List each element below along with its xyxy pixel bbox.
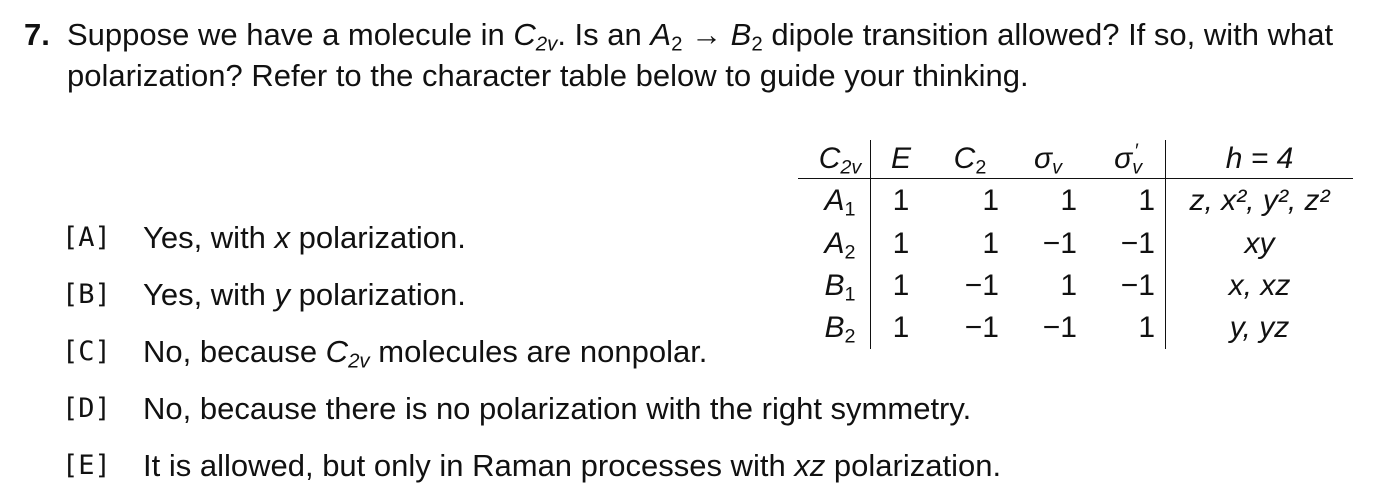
option-text: Yes, with x polarization. [143, 220, 466, 255]
option-text: Yes, with y polarization. [143, 277, 466, 312]
character-table-header [798, 140, 1353, 179]
option-text: It is allowed, but only in Raman processes with xz polarization. [143, 448, 1002, 483]
question-text [67, 14, 1362, 96]
op-identity: E [871, 140, 932, 179]
irrep-label: $B_2$ [798, 307, 871, 349]
character-value: −1 [1087, 223, 1166, 265]
character-value: −1 [964, 311, 999, 344]
character-value: 1 [1060, 184, 1077, 217]
initial-state-symbol: $A_2$ [650, 17, 683, 56]
group-order: h = 4 [1166, 140, 1354, 179]
final-state-symbol: $B_2$ [730, 17, 763, 56]
basis-functions: x, xz [1228, 269, 1291, 302]
character-value: −1 [1042, 311, 1077, 344]
table-row [798, 179, 1353, 224]
character-value: 1 [892, 184, 910, 217]
character-table [798, 140, 1353, 349]
op-sigma-v: $\sigma_v$ [1009, 140, 1087, 179]
basis-functions: z, x², y², z² [1189, 184, 1330, 217]
basis-functions: y, yz [1229, 311, 1290, 344]
question-text-part2: . Is an [557, 17, 651, 52]
character-value: 1 [982, 227, 999, 260]
op-c2: $C_2$ [931, 140, 1009, 179]
point-group-cell: $C_{2v}$ [798, 140, 871, 179]
character-value: 1 [892, 311, 910, 344]
point-group-symbol: $C_{2v}$ [513, 17, 558, 56]
question-text-part3: dipole transition allowed? If so, with what polarization? Refer to the character table below to guide your thinking. [67, 17, 1334, 93]
option-text: No, because there is no polarization with the right symmetry. [143, 391, 972, 426]
character-value: 1 [982, 184, 999, 217]
character-value: 1 [892, 269, 910, 302]
character-value: 1 [1060, 269, 1077, 302]
option-label: [D] [62, 393, 111, 424]
option-text: No, because $C_{2v}$ molecules are nonpolar. [143, 334, 708, 373]
question-text-part1: Suppose we have a molecule in [67, 17, 514, 52]
option-label: [C] [62, 336, 111, 367]
option-label: [A] [62, 222, 111, 253]
character-value: −1 [1087, 265, 1166, 307]
question-number: 7. [24, 17, 50, 52]
basis-functions: xy [1244, 227, 1275, 260]
character-value: 1 [1087, 179, 1166, 224]
option-label: [B] [62, 279, 111, 310]
op-sigma-v-prime: $\sigma_v'$ [1087, 140, 1166, 179]
transition-arrow: → [682, 17, 731, 52]
character-value: −1 [1042, 227, 1077, 260]
irrep-label: $A_1$ [798, 179, 871, 224]
character-value: 1 [892, 227, 910, 260]
irrep-label: $B_1$ [798, 265, 871, 307]
character-value: 1 [1087, 307, 1166, 349]
option-label: [E] [62, 450, 111, 481]
table-row [798, 223, 1353, 265]
table-row [798, 265, 1353, 307]
character-value: −1 [964, 269, 999, 302]
table-row [798, 307, 1353, 349]
irrep-label: $A_2$ [798, 223, 871, 265]
